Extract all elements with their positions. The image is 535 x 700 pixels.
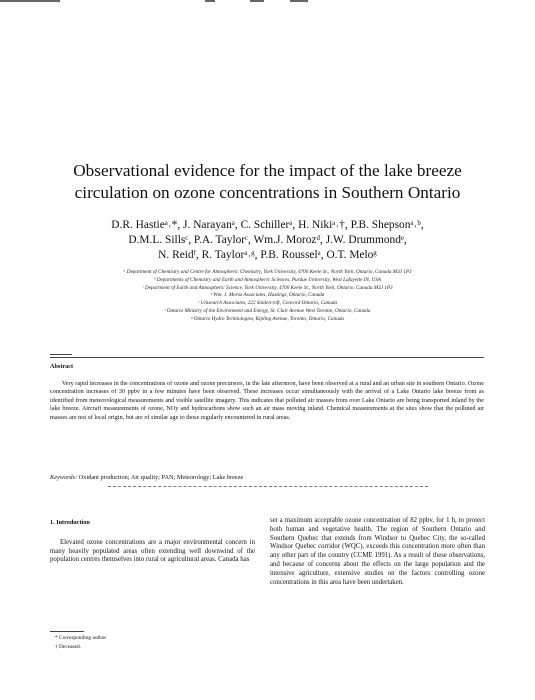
affiliation-c: ᶜ Department of Earth and Atmospheric Science, York University, 4700 Keele St., North York, Ontario, Canada M3J 1P3 <box>142 284 393 291</box>
affiliation-e: ᵉ Unisearch Associates, 222 Snidercroft, Concord Ontario, Canada <box>197 300 338 307</box>
footnote-rule <box>50 631 84 632</box>
paper-title <box>40 160 495 204</box>
affiliations <box>20 269 515 324</box>
intro-paragraph-left: Elevated ozone concentrations are a major environmental concern in many heavily populated areas often extending well downwind of the population centres themselves into rural or agricultural areas. Canada has <box>50 538 255 564</box>
divider-short <box>50 354 72 355</box>
abstract-body <box>50 380 484 422</box>
column-right <box>270 517 485 587</box>
keywords-label: Keywords: <box>50 474 78 481</box>
author-line-1: D.R. Hastieᵃ˒*, J. Narayanᵃ, C. Schillerᵃ, H. Nikiᵃ˒†, P.B. Shepsonᵃ˒ᵇ, <box>111 219 424 231</box>
column-left <box>50 519 255 565</box>
affiliation-g: ᵍ Ontario Hydro Technologies, Kipling Avenue, Toronto, Ontario, Canada <box>190 315 345 322</box>
title-line-1: Observational evidence for the impact of the lake breeze <box>73 161 462 180</box>
section-heading-introduction: 1. Introduction <box>50 519 90 526</box>
affiliation-d: ᵈ Wm. J. Moroz Associates, Hastings, Ontario, Canada <box>210 292 325 299</box>
author-line-2: D.M.L. Sillsᶜ, P.A. Taylorᶜ, Wm.J. Morozᵈ, J.W. Drummondᵉ, <box>128 234 407 246</box>
footnote-corresponding: * Corresponding author <box>55 635 107 641</box>
author-list <box>40 218 495 263</box>
intro-paragraph-right: set a maximum acceptable ozone concentration of 82 ppbv, for 1 h, to protect both human and vegetative health. The region of Southern Ontario and Southern Quebec that extends from Windsor to Quebec City, the so-called Windsor Quebec corridor (WQC), exceeds this concentration more often than any other part of the country (CCME 1991). As a result of these observations, and because of concerns about the effects on the large population and the intensive agriculture, extensive studies on the factors controlling ozone concentrations in this area have been undertaken. <box>270 517 485 586</box>
divider-dashed <box>108 486 428 488</box>
title-line-2: circulation on ozone concentrations in Southern Ontario <box>74 183 461 202</box>
affiliation-f: ᶠ Ontario Ministry of the Environment and Energy, St. Clair Avenue West Toronto, Ontario, Canada <box>164 307 371 314</box>
abstract-text: Very rapid increases in the concentrations of ozone and ozone precursors, in the late afternoon, have been observed at a rural and an urban site in southern Ontario. Ozone concentration increases of 30 ppbv in a few minutes have been observed. These increases occur simultaneously with the arrival of a Lake Ontario lake breeze front as identified from meteorological measurements and visible satellite imagery. This indicates that polluted air masses from over Lake Ontario are being transported inland by the lake breeze. Aircraft measurements of ozone, NOy and hydrocarbons show such an air mass moving inland. Chemical measurements at the sites show that the polluted air masses are not of local origin, but are of similar age to those regularly encountered in rural areas. <box>50 380 484 421</box>
author-line-3: N. Reidᶠ, R. Taylorᵃ˒ᵍ, P.B. Rousselᵃ, O.T. Meloᵍ <box>158 249 377 261</box>
divider-long <box>50 357 484 358</box>
scan-edge-artifact <box>0 0 535 4</box>
affiliation-b: ᵇ Departments of Chemistry and Earth and Atmospheric Sciences, Purdue University, West Lafayette IN, USA <box>154 276 381 283</box>
footnotes <box>55 634 106 651</box>
keywords <box>50 474 484 481</box>
footnote-deceased: † Deceased. <box>55 643 82 650</box>
keywords-text: Oxidant production; Air quality; PAN; Meteorology; Lake breeze <box>77 474 244 481</box>
abstract-heading: Abstract <box>50 363 74 370</box>
affiliation-a: ᵃ Department of Chemistry and Centre for Atmospheric Chemistry, York University, 4700 Keele St., North York, Ontario, Canada M3J 1P3 <box>123 269 412 275</box>
